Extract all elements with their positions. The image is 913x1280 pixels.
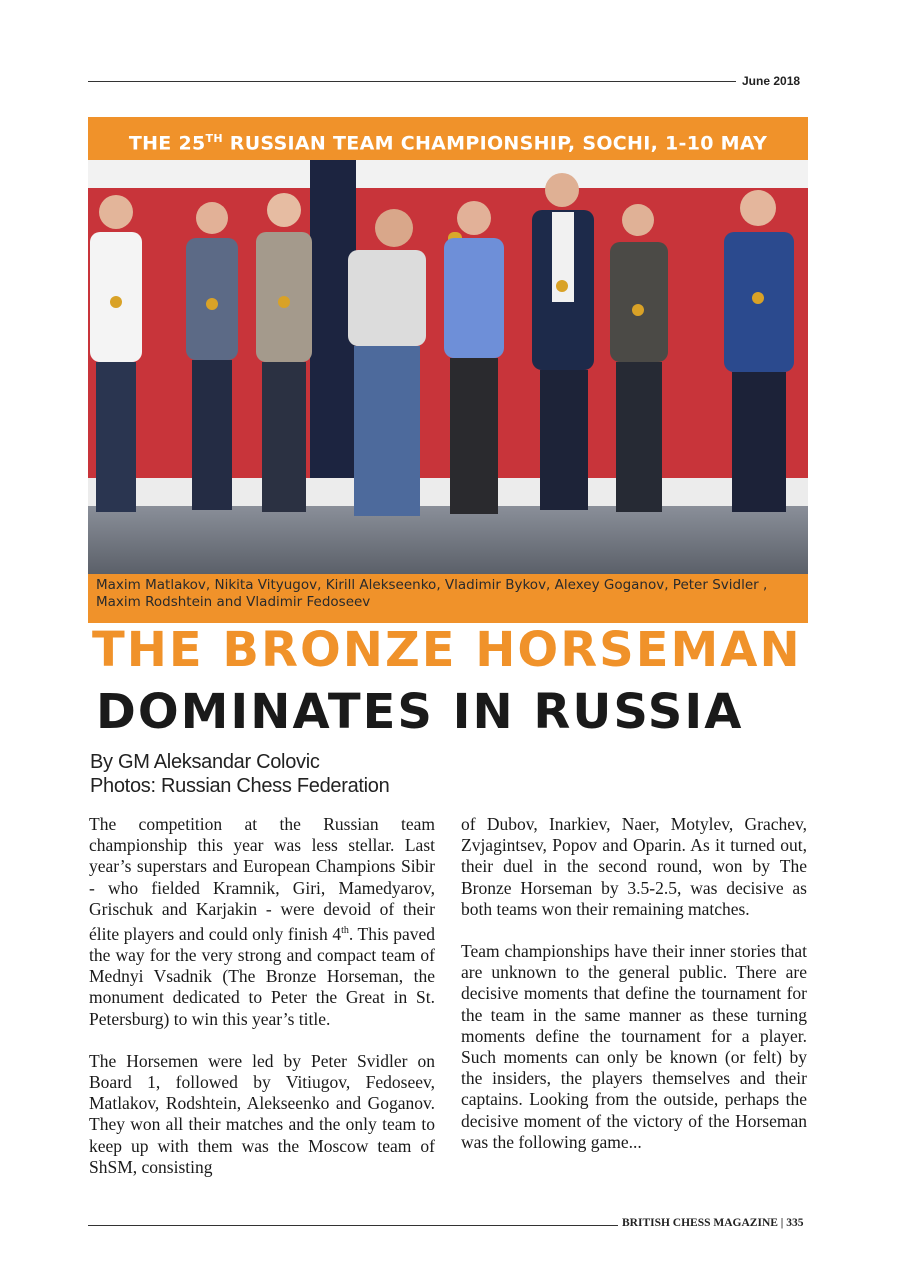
byline: [90, 750, 389, 798]
headline-line-1: THE BRONZE HORSEMAN: [92, 622, 802, 678]
paragraph: [89, 814, 435, 1030]
footer-page-info: BRITISH CHESS MAGAZINE | 335: [622, 1217, 804, 1229]
headline-line-2: DOMINATES IN RUSSIA: [96, 684, 744, 740]
paragraph: The Horsemen were led by Peter Svidler on Board 1, followed by Vitiugov, Fedoseev, Matlakov, Rodshtein, Alekseenko and Goganov. They won all their matches and the only team to keep up with them was the Moscow team of ShSM, consisting: [89, 1050, 435, 1177]
banner-text-rest: RUSSIAN TEAM CHAMPIONSHIP, SOCHI, 1-10 MAY: [222, 132, 768, 155]
byline-author: By GM Aleksandar Colovic: [90, 751, 320, 773]
article-column-left: [89, 814, 435, 1199]
team-photo: [88, 160, 808, 574]
banner-text-main: THE 25: [128, 132, 206, 155]
section-banner: [88, 117, 808, 160]
photo-caption: Maxim Matlakov, Nikita Vityugov, Kirill Alekseenko, Vladimir Bykov, Alexey Goganov, Peter Svidler , Maxim Rodshtein and Vladimir Fedoseev: [88, 574, 808, 623]
byline-photos: Photos: Russian Chess Federation: [90, 775, 390, 797]
paragraph: Team championships have their inner stories that are unknown to the general public. There are decisive moments that define the tournament for the team in the same manner as these turning moments define the tournament for a player. Such moments can only be known (or felt) by the insiders, the players themselves and their captains. Looking from the outside, perhaps the decisive moment of the victory of the Horseman was the following game...: [461, 941, 807, 1152]
ordinal-suffix: th: [341, 925, 349, 937]
paragraph-text: The competition at the Russian team championship this year was less stellar. Last year’s superstars and European Champions Sibir - who fielded Kramnik, Giri, Mamedyarov, Grischuk and Karjakin - were devoid of their élite players and could only finish 4: [89, 814, 435, 944]
paragraph-text: . This paved the way for the very strong and compact team of Mednyi Vsadnik (The Bronze Horseman, the monument dedicated to Peter the Great in St. Petersburg) to win this year’s title.: [89, 923, 435, 1029]
article-column-right: [461, 814, 807, 1174]
top-rule: [88, 81, 736, 82]
issue-date: June 2018: [742, 74, 801, 88]
banner-text-sup: TH: [205, 132, 223, 145]
paragraph: of Dubov, Inarkiev, Naer, Motylev, Grachev, Zvjagintsev, Popov and Oparin. As it turned out, their duel in the second round, won by The Bronze Horseman by 3.5-2.5, was decisive as both teams won their remaining matches.: [461, 814, 807, 919]
bottom-rule: [88, 1225, 618, 1226]
